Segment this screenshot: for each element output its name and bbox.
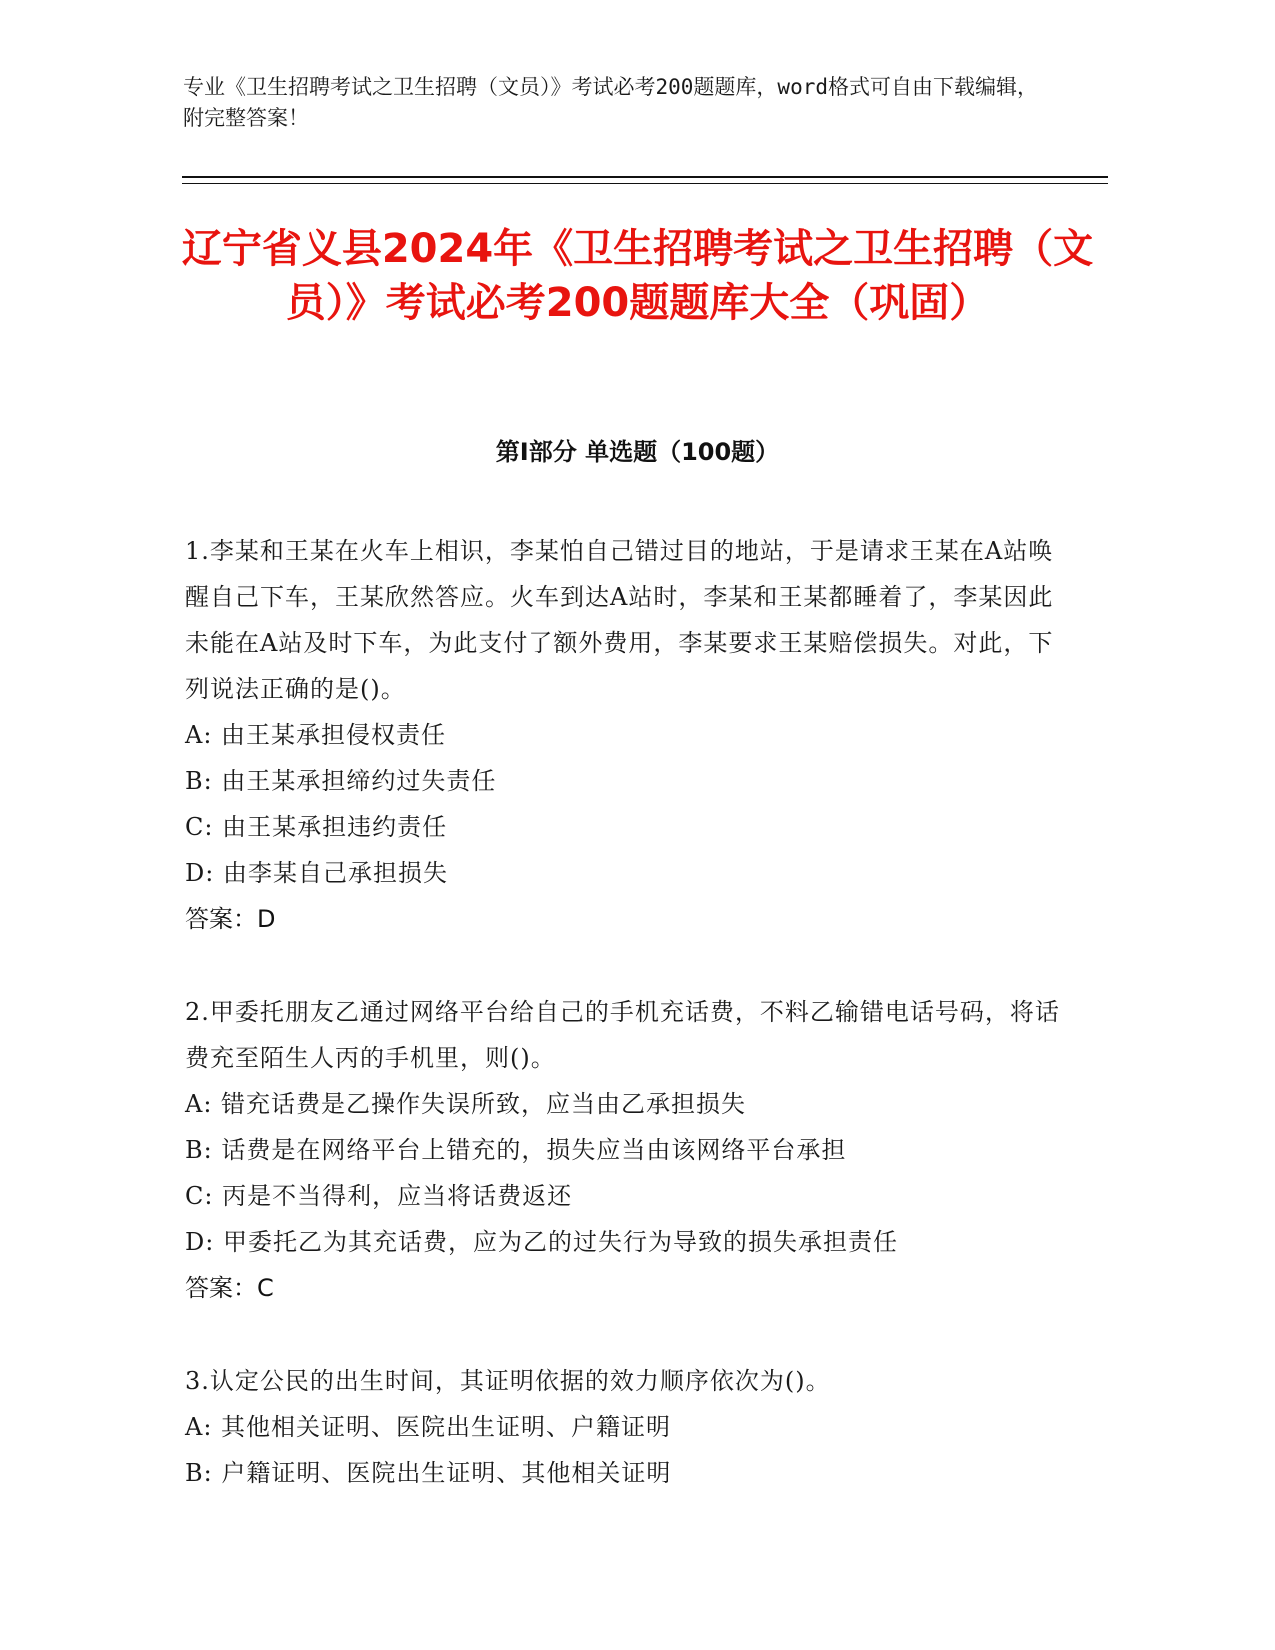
header-note: 专业《卫生招聘考试之卫生招聘（文员）》考试必考200题题库，word格式可自由下载编辑，附完整答案！ <box>183 75 1038 130</box>
header-divider-thick <box>182 176 1108 178</box>
option-a: A: 由王某承担侵权责任 <box>185 721 447 749</box>
question-stem: 3.认定公民的出生时间，其证明依据的效力顺序依次为()。 <box>185 1367 831 1395</box>
option-b: B: 户籍证明、医院出生证明、其他相关证明 <box>185 1459 672 1487</box>
option-a: A: 错充话费是乙操作失误所致，应当由乙承担损失 <box>185 1090 747 1118</box>
question-1 <box>185 528 1065 942</box>
answer: 答案：C <box>185 1274 274 1302</box>
question-stem: 2.甲委托朋友乙通过网络平台给自己的手机充话费，不料乙输错电话号码，将话费充至陌生人丙的手机里，则()。 <box>185 998 1060 1072</box>
question-2 <box>185 989 1065 1311</box>
question-list <box>185 528 1065 1543</box>
answer: 答案：D <box>185 905 276 933</box>
section-heading: 第Ⅰ部分 单选题（100题） <box>495 438 780 466</box>
option-c: C: 丙是不当得利，应当将话费返还 <box>185 1182 573 1210</box>
question-3 <box>185 1358 1065 1496</box>
option-a: A: 其他相关证明、医院出生证明、户籍证明 <box>185 1413 672 1441</box>
option-b: B: 话费是在网络平台上错充的，损失应当由该网络平台承担 <box>185 1136 847 1164</box>
header-divider-thin <box>182 183 1108 184</box>
option-d: D: 甲委托乙为其充话费，应为乙的过失行为导致的损失承担责任 <box>185 1228 898 1256</box>
option-b: B: 由王某承担缔约过失责任 <box>185 767 497 795</box>
document-title: 辽宁省义县2024年《卫生招聘考试之卫生招聘（文员）》考试必考200题题库大全（巩固） <box>181 226 1094 326</box>
option-d: D: 由李某自己承担损失 <box>185 859 448 887</box>
question-stem: 1.李某和王某在火车上相识，李某怕自己错过目的地站，于是请求王某在A站唤醒自己下车，王某欣然答应。火车到达A站时，李某和王某都睡着了，李某因此未能在A站及时下车，为此支付了额外费用，李某要求王某赔偿损失。对此，下列说法正确的是()。 <box>185 537 1054 703</box>
option-c: C: 由王某承担违约责任 <box>185 813 448 841</box>
